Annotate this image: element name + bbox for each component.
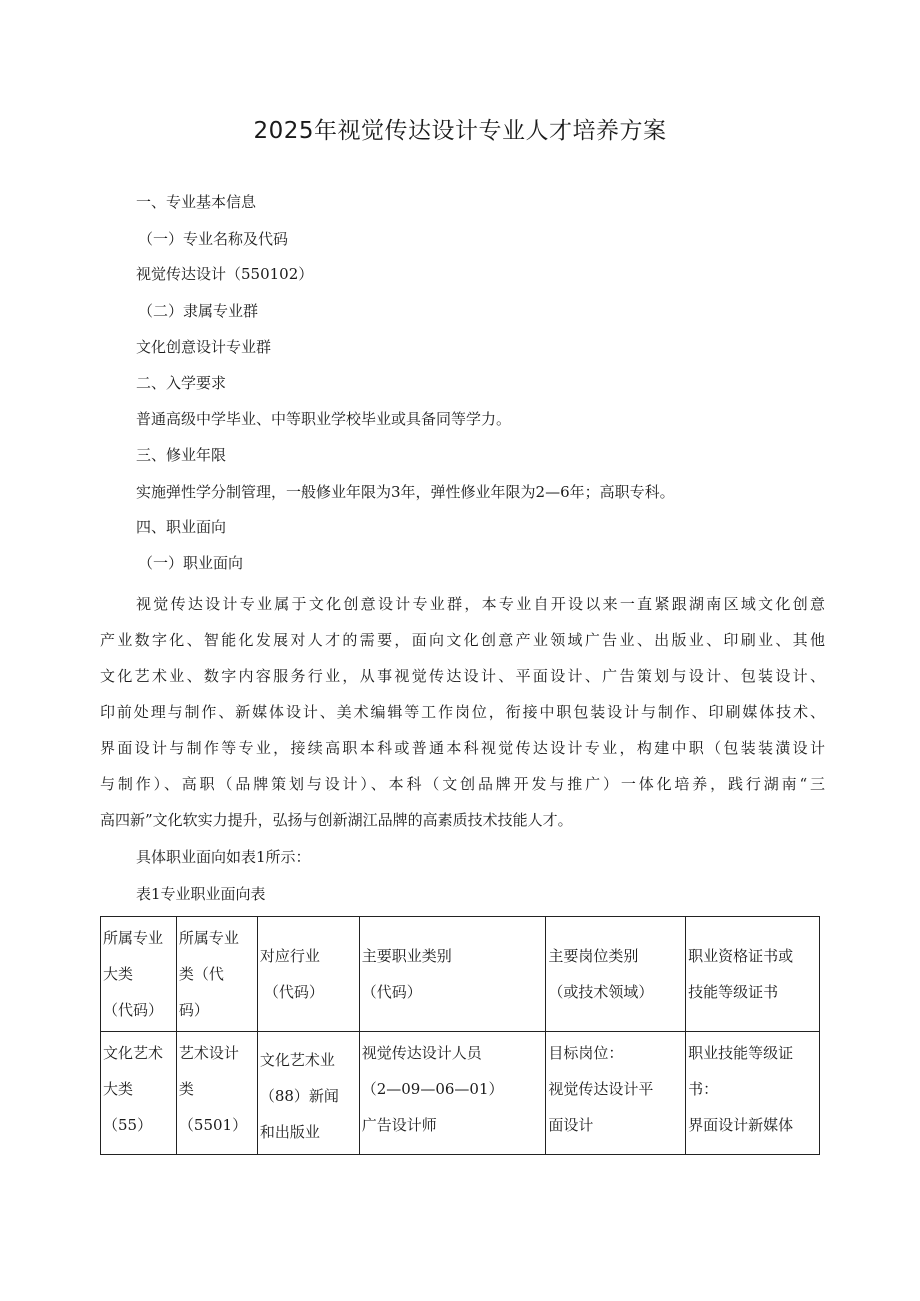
section-heading-career: 四、职业面向 [136, 518, 227, 536]
section-heading-basic-info: 一、专业基本信息 [136, 193, 257, 211]
table-intro-text: 具体职业面向如表1所示： [136, 848, 311, 866]
major-name-code-text: 视觉传达设计（550102） [136, 265, 314, 283]
paragraph-line: 与制作）、高职（品牌策划与设计）、本科（文创品牌开发与推广）一体化培养，践行湖南“三 [100, 775, 825, 793]
admission-text: 普通高级中学毕业、中等职业学校毕业或具备同等学力。 [136, 410, 512, 428]
paragraph-line: 印前处理与制作、新媒体设计、美术编辑等工作岗位，衔接中职包装设计与制作、印刷媒体技术、 [100, 703, 825, 721]
subsection-heading-career: （一）职业面向 [138, 554, 244, 572]
paragraph-line: 视觉传达设计专业属于文化创意设计专业群，本专业自开设以来一直紧跟湖南区域文化创意 [136, 595, 825, 613]
cell-certificate: 职业技能等级证 书： 界面设计新媒体 [686, 1032, 820, 1155]
header-cell-position: 主要岗位类别 （或技术领域） [546, 917, 686, 1032]
cell-class: 艺术设计 类 （5501） [176, 1032, 257, 1155]
career-table [100, 916, 820, 1155]
header-cell-industry: 对应行业 （代码） [257, 917, 359, 1032]
cell-occupation: 视觉传达设计人员 （2—09—06—01） 广告设计师 [359, 1032, 546, 1155]
paragraph-line: 文化艺术业、数字内容服务行业，从事视觉传达设计、平面设计、广告策划与设计、包装设计、 [100, 667, 825, 685]
page-title: 2025年视觉传达设计专业人才培养方案 [253, 118, 667, 144]
header-cell-category: 所属专业 大类 （代码） [101, 917, 177, 1032]
header-cell-certificate: 职业资格证书或 技能等级证书 [686, 917, 820, 1032]
header-cell-class: 所属专业 类（代 码） [176, 917, 257, 1032]
table-header-row [101, 917, 820, 1032]
cell-position: 目标岗位： 视觉传达设计平 面设计 [546, 1032, 686, 1155]
paragraph-line: 高四新”文化软实力提升，弘扬与创新湖江品牌的高素质技术技能人才。 [100, 811, 573, 829]
paragraph-line: 产业数字化、智能化发展对人才的需要，面向文化创意产业领域广告业、出版业、印刷业、其他 [100, 631, 825, 649]
table-row [101, 1032, 820, 1155]
paragraph-line: 界面设计与制作等专业，接续高职本科或普通本科视觉传达设计专业，构建中职（包装装潢设计 [100, 739, 825, 757]
cell-industry: 文化艺术业 （88）新闻 和出版业 [257, 1032, 359, 1155]
duration-text: 实施弹性学分制管理，一般修业年限为3年，弹性修业年限为2—6年；高职专科。 [136, 483, 675, 501]
section-heading-admission: 二、入学要求 [136, 374, 227, 392]
section-heading-duration: 三、修业年限 [136, 446, 227, 464]
cell-category: 文化艺术 大类 （55） [101, 1032, 177, 1155]
career-paragraph [100, 586, 825, 838]
subsection-heading-name-code: （一）专业名称及代码 [138, 230, 289, 248]
major-group-text: 文化创意设计专业群 [136, 338, 272, 356]
table-caption: 表1专业职业面向表 [136, 885, 266, 903]
subsection-heading-group: （二）隶属专业群 [138, 302, 259, 320]
header-cell-occupation: 主要职业类别 （代码） [359, 917, 546, 1032]
